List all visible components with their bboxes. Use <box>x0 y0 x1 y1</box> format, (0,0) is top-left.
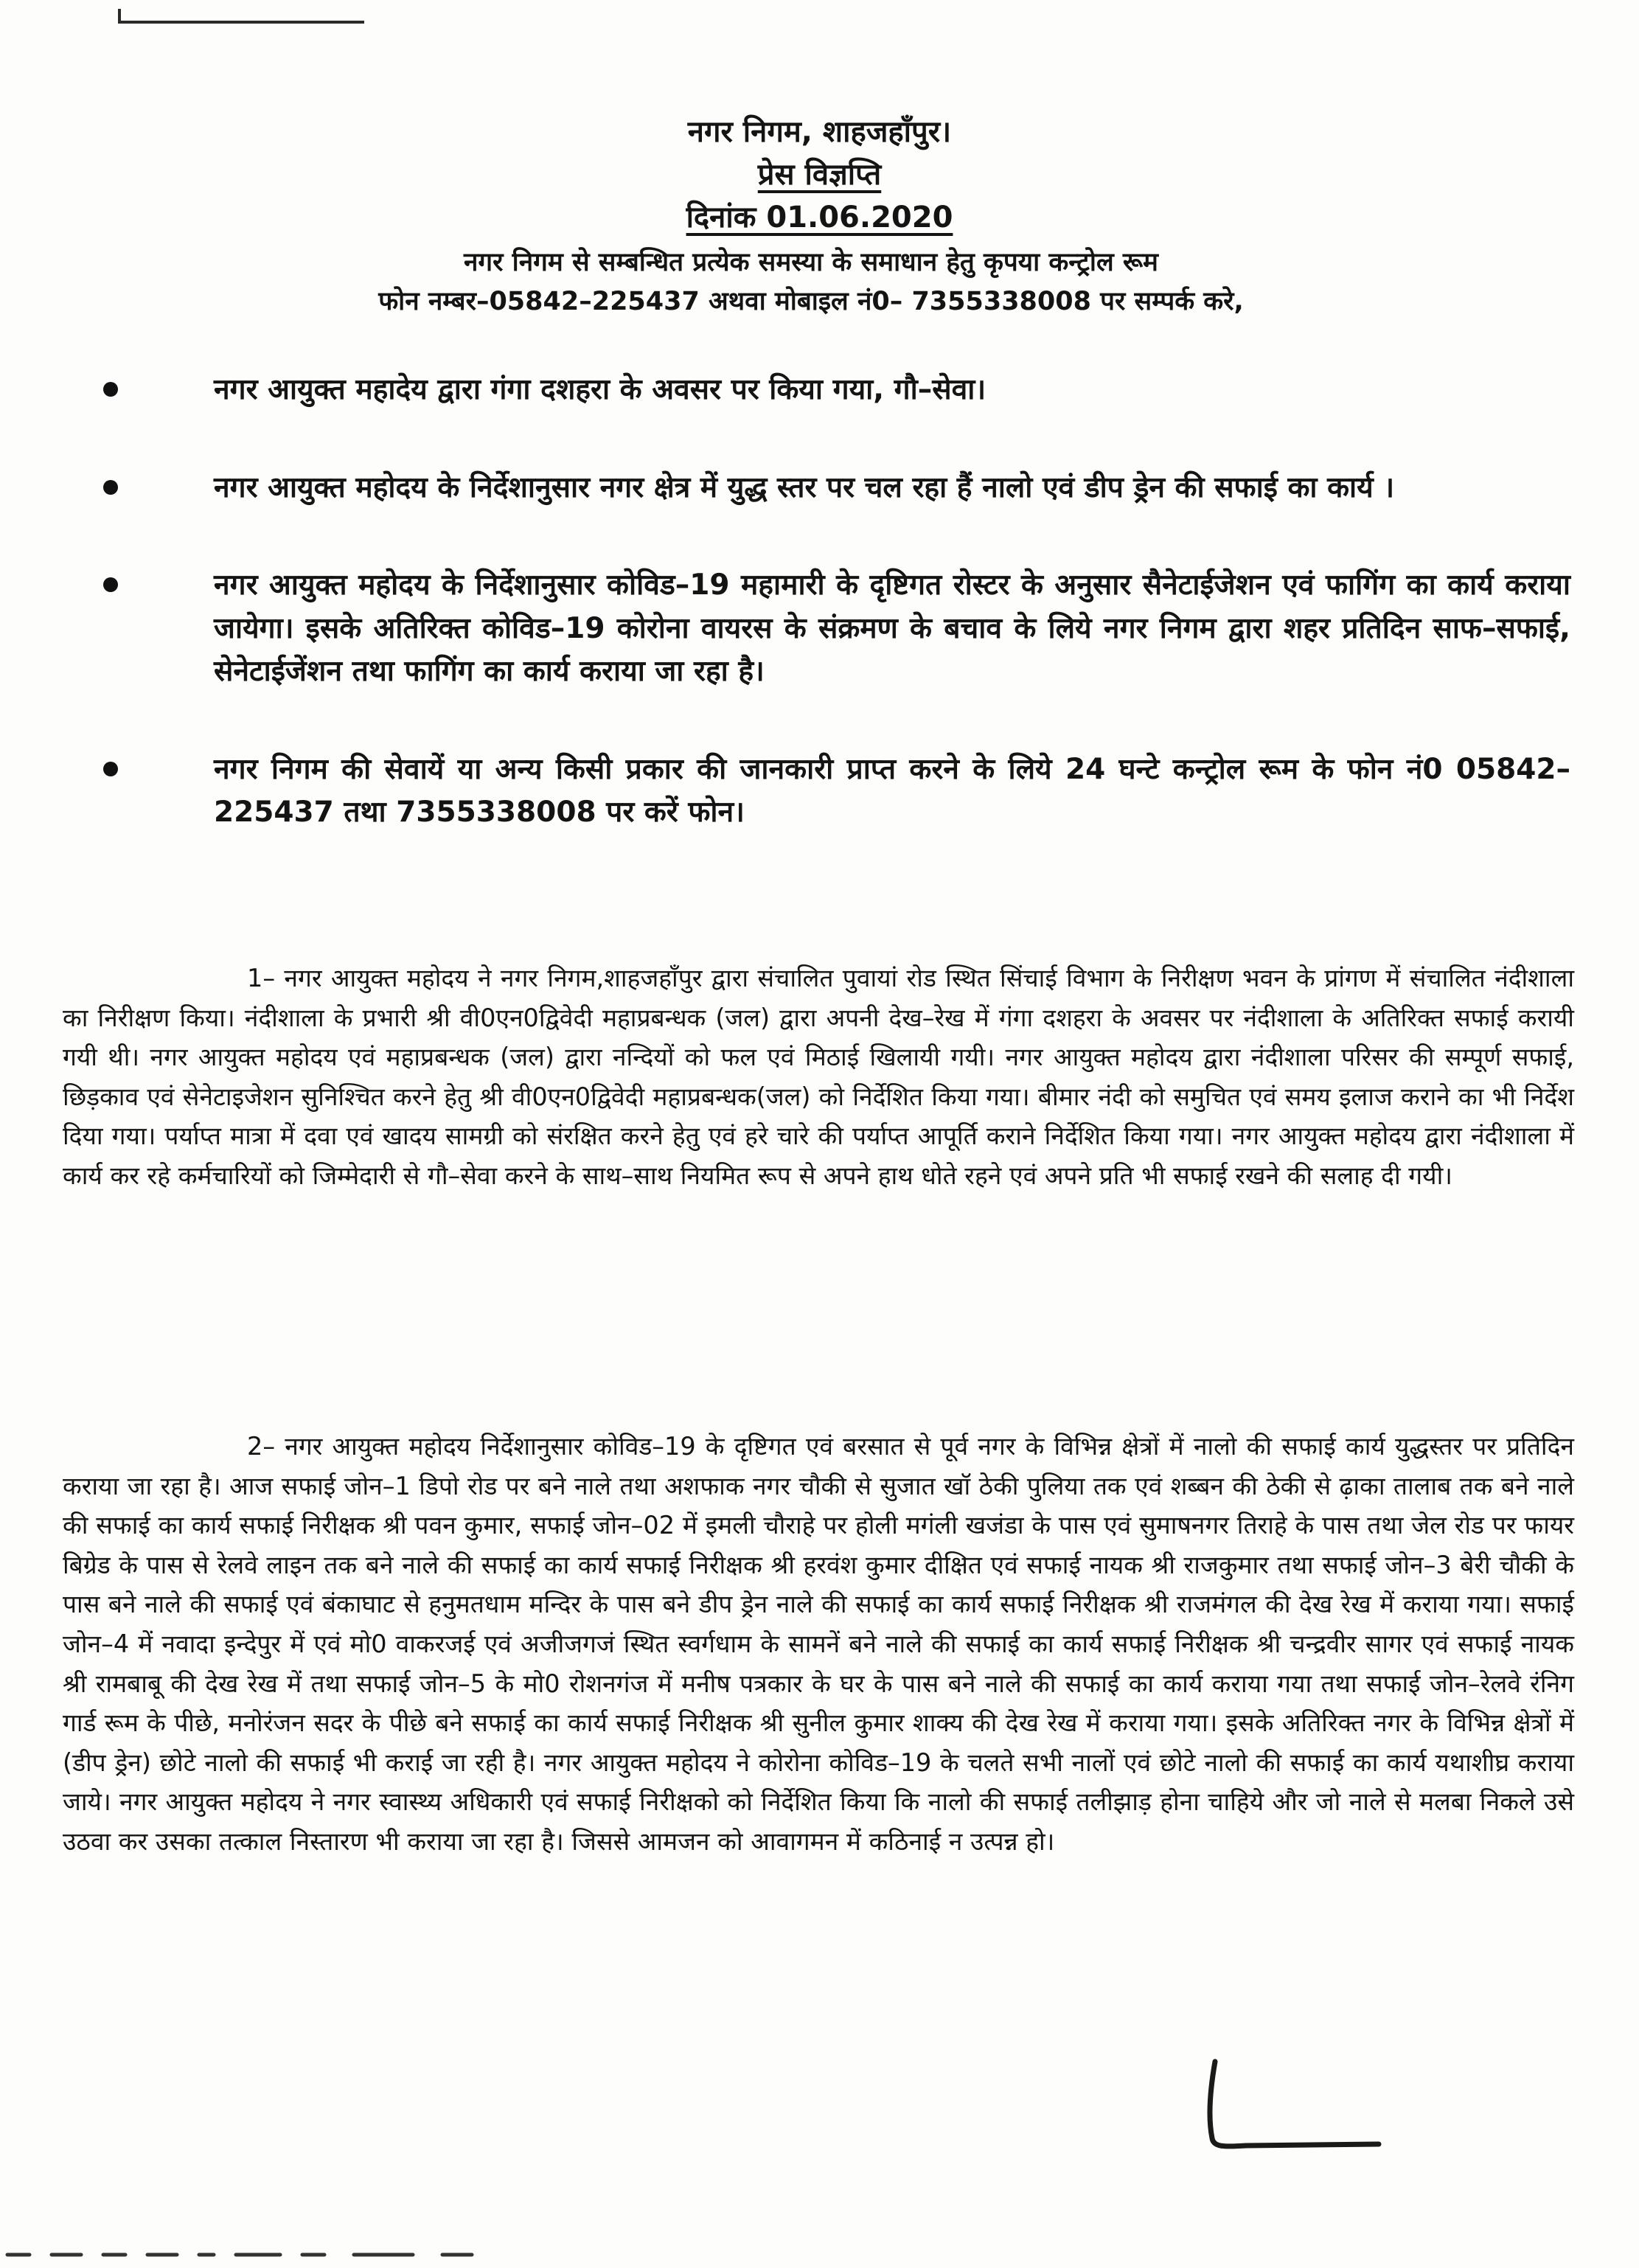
body-paragraph-2: 2– नगर आयुक्त महोदय निर्देशानुसार कोविड–19 के दृष्टिगत एवं बरसात से पूर्व नगर के विभिन्न क्षेत्रों में नालो की सफाई कार्य युद्धस्तर पर प्रतिदिन कराया जा रहा है। आज सफाई जोन–1 डिपो रोड पर बने नाले तथा अशफाक नगर चौकी से सुजात खॉ ठेकी पुलिया तक एवं शब्बन की ठेकी से ढ़ाका तालाब तक बने नाले की सफाई का कार्य सफाई निरीक्षक श्री पवन कुमार, सफाई जोन–02 में इमली चौराहे पर होली मगंली खजंडा के पास एवं सुमाषनगर तिराहे के पास तथा जेल रोड पर फायर बिग्रेड के पास से रेलवे लाइन तक बने नाले की सफाई का कार्य सफाई निरीक्षक श्री हरवंश कुमार दीक्षित एवं सफाई नायक श्री राजकुमार तथा सफाई जोन–3 बेरी चौकी के पास बने नाले की सफाई एवं बंकाघाट से हनुमतधाम मन्दिर के पास बने डीप ड्रेन नाले की सफाई का कार्य सफाई निरीक्षक श्री राजमंगल की देख रेख में कराया गया। सफाई जोन–4 में नवादा इन्देपुर में एवं मो0 वाकरजई एवं अजीजगजं स्थित स्वर्गधाम के सामनें बने नाले की सफाई का कार्य सफाई निरीक्षक श्री चन्द्रवीर सागर एवं सफाई नायक श्री रामबाबू की देख रेख में तथा सफाई जोन–5 के मो0 रोशनगंज में मनीष पत्रकार के घर के पास बने नाले की सफाई का कार्य कराया गया तथा सफाई जोन–रेलवे रंनिग गार्ड रूम के पीछे, मनोरंजन सदर के पीछे बने सफाई का कार्य सफाई निरीक्षक श्री सुनील कुमार शाक्य की देख रेख में कराया गया। इसके अतिरिक्त नगर के विभिन्न क्षेत्रों में (डीप ड्रेन) छोटे नालो की सफाई भी कराई जा रही है। नगर आयुक्त महोदय ने कोरोना कोविड–19 के चलते सभी नालों एवं छोटे नालो की सफाई का कार्य यथाशीघ्र कराया जाये। नगर आयुक्त महोदय ने नगर स्वास्थ्य अधिकारी एवं सफाई निरीक्षको को निर्देशित किया कि नालो की सफाई तलीझाड़ होना चाहिये और जो नाले से मलबा निकले उसे उठवा कर उसका तत्काल निस्तारण भी कराया जा रहा है। जिससे आमजन को आवागमन में कठिनाई न उत्पन्न हो। <box>63 1432 1574 1856</box>
list-item <box>88 748 1570 835</box>
bullet-text: नगर आयुक्त महादेय द्वारा गंगा दशहरा के अवसर पर किया गया, गौ–सेवा। <box>214 373 986 406</box>
list-item <box>88 467 1570 510</box>
document-type: प्रेस विज्ञप्ति <box>757 158 882 192</box>
organization-name: नगर निगम, शाहजहाँपुर। <box>687 115 952 149</box>
list-item <box>88 564 1570 694</box>
letterhead <box>0 111 1639 239</box>
body-paragraph-1: 1– नगर आयुक्त महोदय ने नगर निगम,शाहजहाँपुर द्वारा संचालित पुवायां रोड स्थित सिंचाई विभाग के निरीक्षण भवन के प्रांगण में संचालित नंदीशाला का निरीक्षण किया। नंदीशाला के प्रभारी श्री वी0एन0द्विवेदी महाप्रबन्धक (जल) द्वारा अपनी देख–रेख में गंगा दशहरा के अवसर पर नंदीशाला के अतिरिक्त सफाई करायी गयी थी। नगर आयुक्त महोदय एवं महाप्रबन्धक (जल) द्वारा नन्दियों को फल एवं मिठाई खिलायी गयी। नगर आयुक्त महोदय द्वारा नंदीशाला परिसर की सम्पूर्ण सफाई, छिड़काव एवं सेनेटाइजेशन सुनिश्चित करने हेतु श्री वी0एन0द्विवेदी महाप्रबन्धक(जल) को निर्देशित किया गया। बीमार नंदी को समुचित एवं समय इलाज कराने का भी निर्देश दिया गया। पर्याप्त मात्रा में दवा एवं खादय सामग्री को संरक्षित करने हेतु एवं हरे चारे की पर्याप्त आपूर्ति कराने निर्देशित किया गया। नगर आयुक्त महोदय द्वारा नंदीशाला में कार्य कर रहे कर्मचारियों को जिम्मेदारी से गौ–सेवा करने के साथ–साथ नियमित रूप से अपने हाथ धोते रहने एवं अपने प्रति भी सफाई रखने की सलाह दी गयी। <box>63 964 1574 1190</box>
bullet-icon <box>103 480 118 495</box>
bullet-text: नगर निगम की सेवायें या अन्य किसी प्रकार की जानकारी प्राप्त करने के लिये 24 घन्टे कन्ट्रोल रूम के फोन नं0 05842–225437 तथा 7355338008 पर करें फोन। <box>214 752 1570 829</box>
scan-edge-mark <box>118 9 364 24</box>
contact-line-2: फोन नम्बर–05842–225437 अथवा मोबाइल नं0– 7355338008 पर सम्पर्क करे, <box>378 286 1244 316</box>
contact-notice <box>184 243 1438 321</box>
bullet-icon <box>103 762 118 776</box>
document-date: दिनांक 01.06.2020 <box>686 201 953 234</box>
list-item <box>88 369 1570 412</box>
highlights-list <box>88 369 1570 835</box>
bullet-icon <box>103 382 118 397</box>
signature-mark <box>1194 2057 1386 2153</box>
scan-footer-marks <box>0 2247 531 2262</box>
bullet-text: नगर आयुक्त महोदय के निर्देशानुसार कोविड–19 महामारी के दृष्टिगत रोस्टर के अनुसार सैनेटाईजेशन एवं फागिंग का कार्य कराया जायेगा। इसके अतिरिक्त कोविड–19 कोरोना वायरस के संक्रमण के बचाव के लिये नगर निगम द्वारा शहर प्रतिदिन साफ–सफाई, सेनेटाईजेंशन तथा फागिंग का कार्य कराया जा रहा है। <box>214 568 1570 688</box>
bullet-icon <box>103 577 118 592</box>
contact-line-1: नगर निगम से सम्बन्धित प्रत्येक समस्या के समाधान हेतु कृपया कन्ट्रोल रूम <box>464 248 1158 277</box>
bullet-text: नगर आयुक्त महोदय के निर्देशानुसार नगर क्षेत्र में युद्ध स्तर पर चल रहा हैं नालो एवं डीप ड्रेन की सफाई का कार्य । <box>214 470 1395 504</box>
